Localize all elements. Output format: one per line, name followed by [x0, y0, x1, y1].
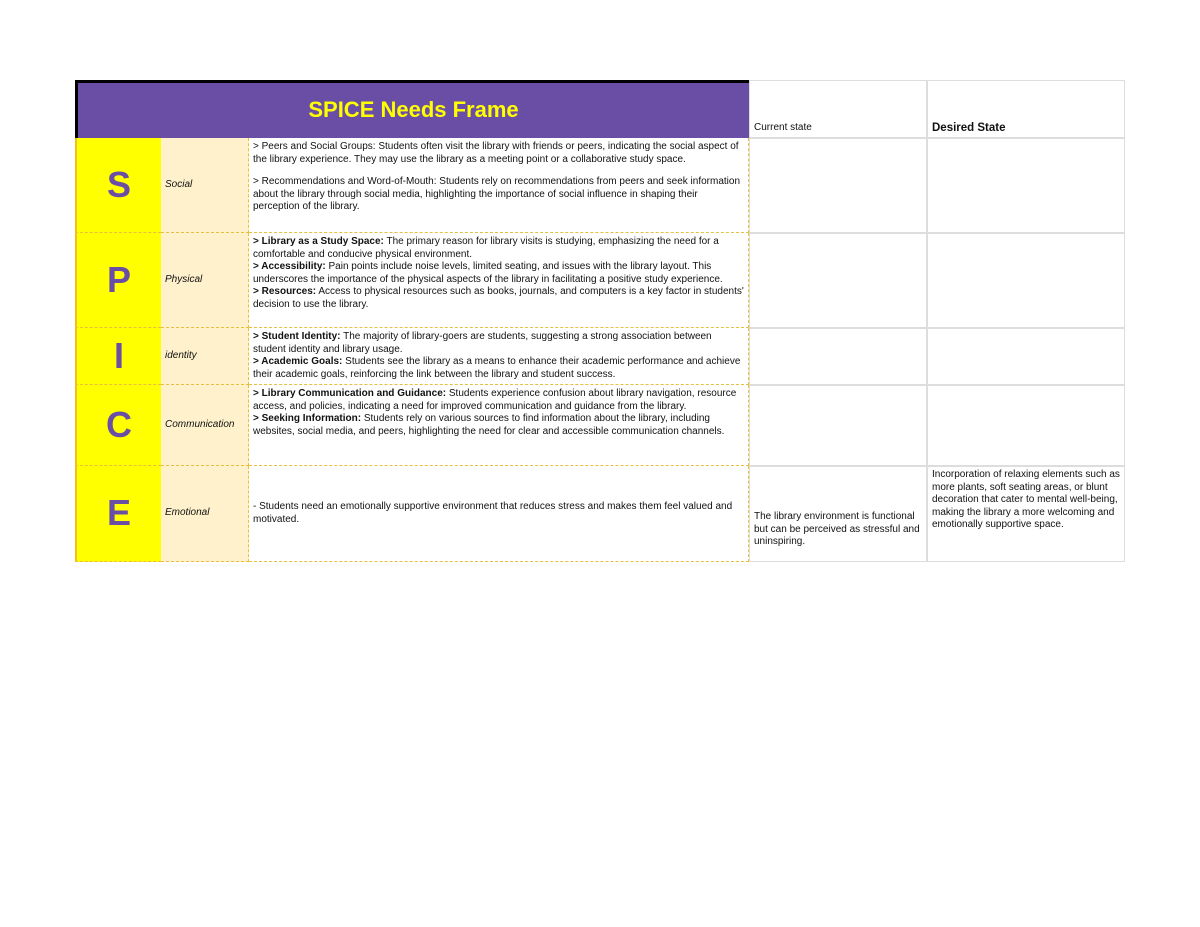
need-item-heading: > Library Communication and Guidance: [253, 388, 447, 399]
spice-letter-p: P [75, 233, 161, 328]
desired-state-cell [927, 233, 1125, 328]
spice-letter-s: S [75, 138, 161, 233]
need-item-text: > Peers and Social Groups: Students often visit the library with friends or peers, indicating the social aspect of the library experience. They may use the library as a meeting point or a collaborative study space. [253, 141, 739, 165]
current-state-header: Current state [749, 80, 927, 138]
category-label: Social [161, 138, 249, 233]
need-item-text: Students rely on various sources to find information about the library, including websites, social media, and peers, highlighting the need for clear and accessible communication channels. [253, 413, 725, 437]
need-item-heading: > Accessibility: [253, 261, 326, 273]
need-item-text: > Recommendations and Word-of-Mouth: Students rely on recommendations from peers and seek information about the library through social media, highlighting the importance of social influence in shaping their perception of the library. [253, 176, 741, 213]
current-state-cell [749, 466, 927, 562]
need-item [253, 388, 744, 413]
need-item [253, 141, 744, 166]
needs-description [249, 328, 749, 385]
need-item-text: Students experience confusion about library navigation, resource access, and policies, indicating a need for improved communication and guidance from the library. [253, 388, 737, 412]
need-item [253, 236, 744, 261]
current-state-cell [749, 233, 927, 328]
need-item [253, 261, 744, 286]
category-label: Emotional [161, 466, 249, 562]
need-item-text: The majority of library-goers are students, suggesting a strong association between student identity and library usage. [253, 331, 712, 355]
need-item-text: Pain points include noise levels, limited seating, and issues with the library layout. This underscores the importance of the physical aspects of the library in facilitating a positive study experience. [253, 261, 723, 285]
needs-description [249, 233, 749, 328]
category-label: Physical [161, 233, 249, 328]
desired-state-cell: Incorporation of relaxing elements such as more plants, soft seating areas, or blunt decoration that cater to mental well-being, making the library a more welcoming and emotionally supportive space. [927, 466, 1125, 562]
need-item-heading: > Resources: [253, 286, 317, 298]
need-item-heading: > Library as a Study Space: [253, 236, 384, 247]
need-item [253, 501, 744, 526]
needs-description [249, 466, 749, 562]
need-item-text: Access to physical resources such as books, journals, and computers is a key factor in students' decision to use the library. [253, 286, 744, 310]
need-item-text: Students see the library as a means to enhance their academic performance and achieve their academic goals, reinforcing the link between the library and student success. [253, 356, 741, 380]
needs-description [249, 385, 749, 466]
need-item-heading: > Student Identity: [253, 331, 341, 342]
desired-state-cell [927, 328, 1125, 385]
need-item-heading: > Academic Goals: [253, 356, 343, 368]
need-item [253, 331, 744, 356]
current-state-cell [749, 138, 927, 233]
needs-description [249, 138, 749, 233]
need-item-text: The primary reason for library visits is studying, emphasizing the need for a comfortable and conducive physical environment. [253, 236, 719, 260]
current-state-cell [749, 328, 927, 385]
desired-state-header: Desired State [927, 80, 1125, 138]
need-item [253, 176, 744, 214]
need-item [253, 286, 744, 311]
spice-letter-i: I [75, 328, 161, 385]
desired-state-cell [927, 385, 1125, 466]
need-item [253, 356, 744, 381]
spice-letter-c: C [75, 385, 161, 466]
frame-title: SPICE Needs Frame [75, 80, 749, 138]
need-item-heading: > Seeking Information: [253, 413, 362, 425]
category-label: Communication [161, 385, 249, 466]
desired-state-cell [927, 138, 1125, 233]
current-state-text: The library environment is functional but can be perceived as stressful and uninspiring. [754, 511, 920, 548]
category-label: identity [161, 328, 249, 385]
current-state-cell [749, 385, 927, 466]
need-item-text: - Students need an emotionally supportive environment that reduces stress and makes them feel valued and motivated. [253, 500, 733, 525]
need-item [253, 413, 744, 438]
spice-letter-e: E [75, 466, 161, 562]
